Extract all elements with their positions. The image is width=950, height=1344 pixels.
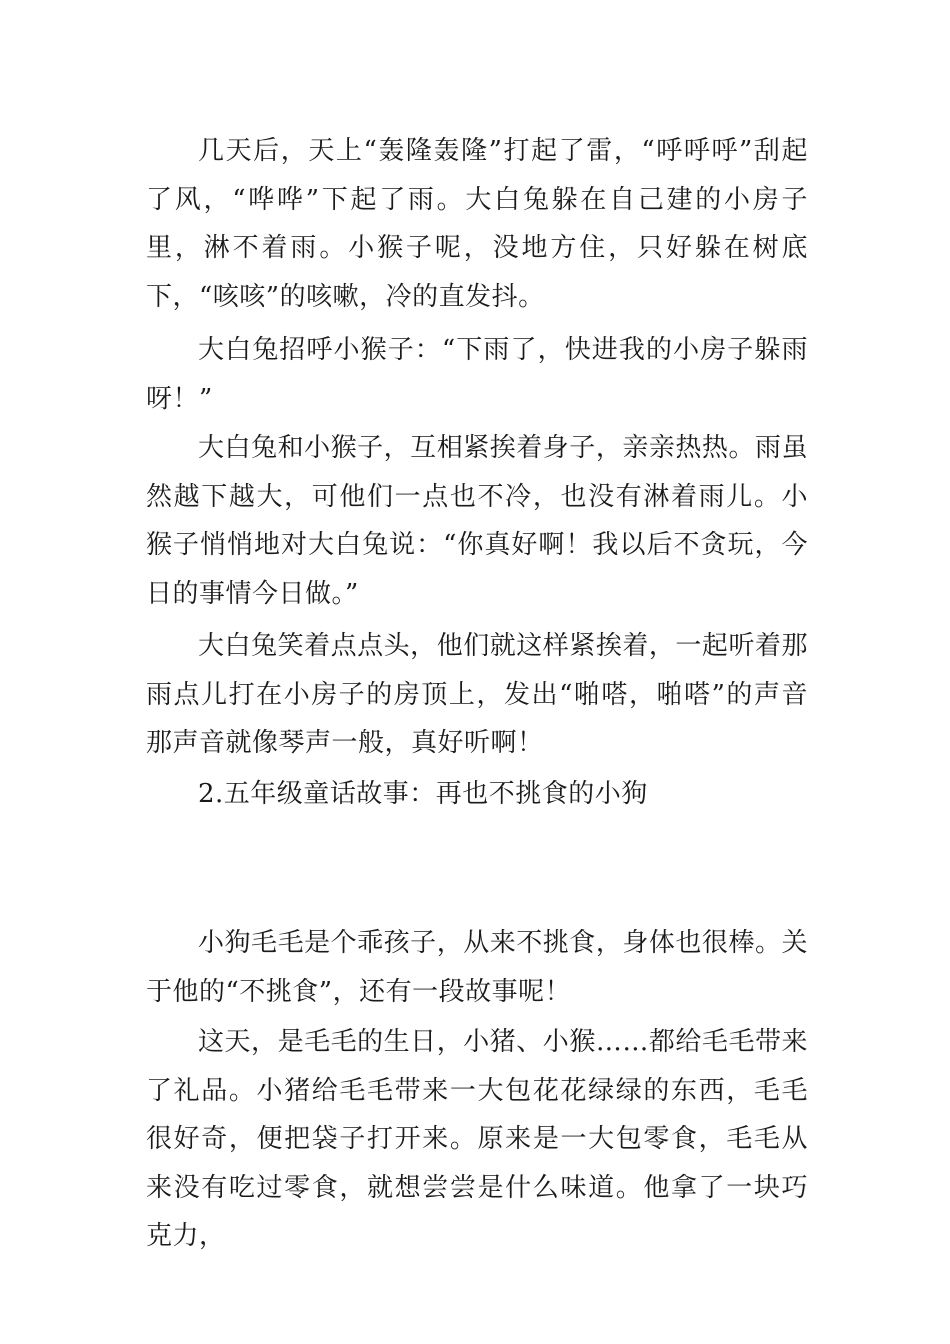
story-paragraph: 几天后，天上“轰隆轰隆”打起了雷，“呼呼呼”刮起了风，“哗哗”下起了雨。大白兔躲在自己建的小房子里，淋不着雨。小猴子呢，没地方住，只好躲在树底下，“咳咳”的咳嗽，冷的直发抖。: [146, 136, 808, 312]
story-paragraph: 大白兔笑着点点头，他们就这样紧挨着，一起听着那雨点儿打在小房子的房顶上，发出“啪嗒，啪嗒”的声音那声音就像琴声一般，真好听啊！: [146, 631, 808, 759]
story-paragraph: 这天，是毛毛的生日，小猪、小猴……都给毛毛带来了礼品。小猪给毛毛带来一大包花花绿绿的东西，毛毛很好奇，便把袋子打开来。原来是一大包零食，毛毛从来没有吃过零食，就想尝尝是什么味道。他拿了一块巧克力，: [146, 1027, 808, 1252]
section-heading: 2.五年级童话故事：再也不挑食的小狗: [198, 779, 648, 809]
story-paragraph: 大白兔招呼小猴子：“下雨了，快进我的小房子躲雨呀！”: [146, 335, 808, 414]
story-paragraph: 小狗毛毛是个乖孩子，从来不挑食，身体也很棒。关于他的“不挑食”，还有一段故事呢！: [146, 928, 808, 1007]
story-paragraph: 大白兔和小猴子，互相紧挨着身子，亲亲热热。雨虽然越下越大，可他们一点也不冷，也没有淋着雨儿。小猴子悄悄地对大白兔说：“你真好啊！我以后不贪玩，今日的事情今日做。”: [146, 433, 808, 609]
